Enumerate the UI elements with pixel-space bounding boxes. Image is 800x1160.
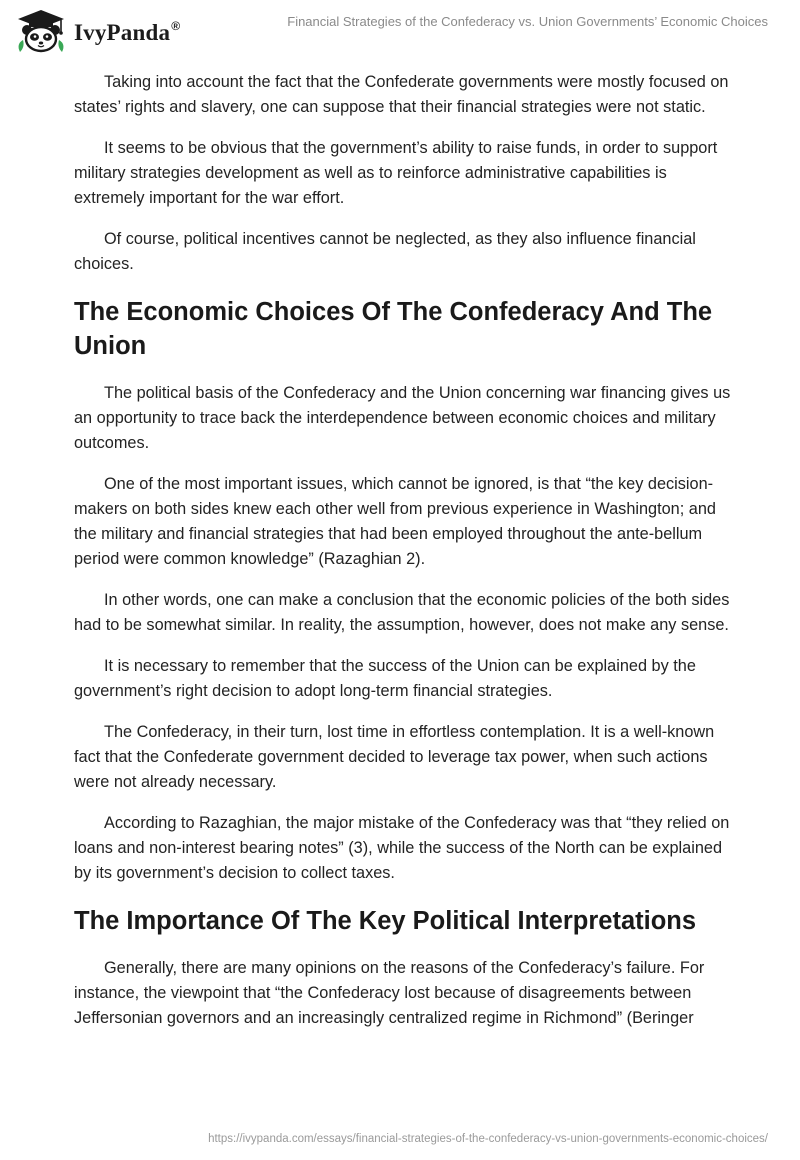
source-url[interactable]: https://ivypanda.com/essays/financial-strategies-of-the-confederacy-vs-union-governments-economic-choices/	[208, 1133, 768, 1145]
paragraph: It is necessary to remember that the success of the Union can be explained by the government’s right decision to adopt long-term financial strategies.	[74, 657, 696, 700]
page-header	[0, 0, 800, 64]
paragraph: In other words, one can make a conclusion that the economic policies of the both sides had to be somewhat similar. In reality, the assumption, however, does not make any sense.	[74, 591, 730, 634]
panda-graduate-icon	[14, 8, 68, 54]
document-title: Financial Strategies of the Confederacy vs. Union Governments’ Economic Choices	[287, 14, 768, 29]
paragraph: Generally, there are many opinions on the reasons of the Confederacy’s failure. For instance, the viewpoint that “the Confederacy lost because of disagreements between Jeffersonian governors and an increasingly centralized regime in Richmond” (Beringer	[74, 959, 705, 1027]
brand-logo[interactable]	[14, 8, 180, 54]
paragraph: Taking into account the fact that the Confederate governments were mostly focused on states’ rights and slavery, one can suppose that their financial strategies were not static.	[74, 73, 729, 116]
paragraph: It seems to be obvious that the government’s ability to raise funds, in order to support military strategies development as well as to reinforce administrative capabilities is extremely important for the war effort.	[74, 139, 718, 207]
paragraph: One of the most important issues, which cannot be ignored, is that “the key decision-makers on both sides knew each other well from previous experience in Washington; and the military and financial strategies that had been employed throughout the ante-bellum period were common knowledge” (Razaghian 2).	[74, 475, 716, 568]
section-heading: The Economic Choices Of The Confederacy And The Union	[74, 298, 713, 360]
paragraph: The Confederacy, in their turn, lost time in effortless contemplation. It is a well-known fact that the Confederate government decided to leverage tax power, when such actions were not already necessary.	[74, 723, 715, 791]
section-heading: The Importance Of The Key Political Interpretations	[74, 907, 697, 935]
paragraph: The political basis of the Confederacy and the Union concerning war financing gives us an opportunity to trace back the interdependence between economic choices and military outcomes.	[74, 384, 731, 452]
paragraph: According to Razaghian, the major mistake of the Confederacy was that “they relied on loans and non-interest bearing notes” (3), while the success of the North can be explained by its government’s decision to collect taxes.	[74, 814, 730, 882]
paragraph: Of course, political incentives cannot be neglected, as they also influence financial choices.	[74, 230, 696, 273]
brand-name: IvyPanda®	[74, 19, 181, 45]
essay-body	[74, 70, 734, 1047]
